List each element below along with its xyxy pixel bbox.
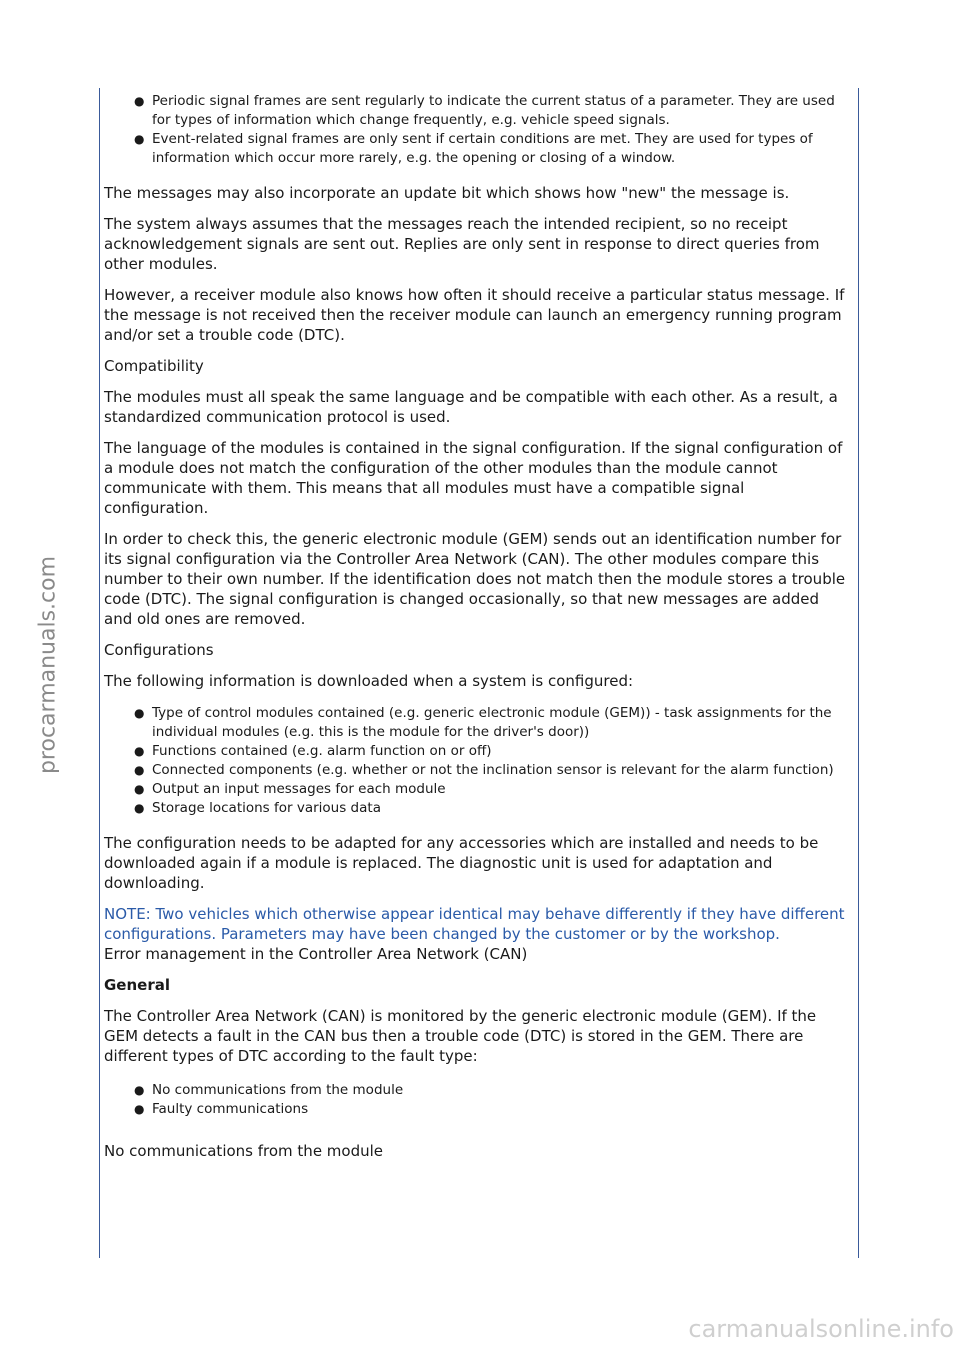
paragraph-download-info: The following information is downloaded when a system is configured: xyxy=(104,672,634,690)
paragraph-update-bit: The messages may also incorporate an update bit which shows how "new" the message is. xyxy=(104,184,790,202)
list-item: ● Type of control modules contained (e.g. generic electronic module (GEM)) - task assignments for the individual modules (e.g. this is the module for the driver's door)) xyxy=(134,705,832,740)
paragraph-receiver: However, a receiver module also knows how often it should receive a particular status message. If the message is not received then the receiver module can launch an emergency running program and/or set a trouble code (DTC). xyxy=(104,286,845,344)
signal-frames-list xyxy=(104,92,852,168)
configuration-list xyxy=(104,704,852,818)
list-item: ● Storage locations for various data xyxy=(134,800,381,816)
document-body xyxy=(104,92,852,1172)
list-item: ● Functions contained (e.g. alarm function on or off) xyxy=(134,743,492,759)
bullet-icon: ● xyxy=(134,132,145,146)
bullet-icon: ● xyxy=(134,706,145,720)
bullet-icon: ● xyxy=(134,1083,145,1097)
heading-error-management: Error management in the Controller Area Network (CAN) xyxy=(104,945,528,963)
list-item: ● Faulty communications xyxy=(134,1101,309,1117)
list-item: ● Connected components (e.g. whether or not the inclination sensor is relevant for the alarm function) xyxy=(134,762,834,778)
bullet-icon: ● xyxy=(134,763,145,777)
heading-configurations: Configurations xyxy=(104,641,214,659)
note-paragraph: NOTE: Two vehicles which otherwise appear identical may behave differently if they have different configurations. Parameters may have been changed by the customer or by the workshop. xyxy=(104,905,845,943)
paragraph-adaptation: The configuration needs to be adapted for any accessories which are installed and needs to be downloaded again if a module is replaced. The diagnostic unit is used for adaptation and downloading. xyxy=(104,834,819,892)
paragraph-language: The modules must all speak the same language and be compatible with each other. As a result, a standardized communication protocol is used. xyxy=(104,388,838,426)
list-item: ● Output an input messages for each module xyxy=(134,781,446,797)
bullet-icon: ● xyxy=(134,94,145,108)
paragraph-signal-config: The language of the modules is contained in the signal configuration. If the signal configuration of a module does not match the configuration of the other modules than the module cannot communicate with them. This means that all modules must have a compatible signal configuration. xyxy=(104,439,843,517)
bullet-icon: ● xyxy=(134,782,145,796)
bullet-icon: ● xyxy=(134,744,145,758)
left-border-rule xyxy=(99,88,100,1258)
bullet-icon: ● xyxy=(134,801,145,815)
bullet-icon: ● xyxy=(134,1102,145,1116)
paragraph-can-monitoring: The Controller Area Network (CAN) is monitored by the generic electronic module (GEM). If the GEM detects a fault in the CAN bus then a trouble code (DTC) is stored in the GEM. There are different types of DTC according to the fault type: xyxy=(104,1007,817,1065)
paragraph-receipt: The system always assumes that the messages reach the intended recipient, so no receipt acknowledgement signals are sent out. Replies are only sent in response to direct queries from other modules. xyxy=(104,215,820,273)
heading-general: General xyxy=(104,976,170,994)
list-item: ● Periodic signal frames are sent regularly to indicate the current status of a parameter. They are used for types of information which change frequently, e.g. vehicle speed signals. xyxy=(134,93,835,128)
side-watermark: procarmanuals.com xyxy=(35,555,61,775)
list-item: ● Event-related signal frames are only sent if certain conditions are met. They are used for types of information which occur more rarely, e.g. the opening or closing of a window. xyxy=(134,131,813,166)
paragraph-gem-check: In order to check this, the generic electronic module (GEM) sends out an identification number for its signal configuration via the Controller Area Network (CAN). The other modules compare this number to their own number. If the identification does not match then the module stores a trouble code (DTC). The signal configuration is changed occasionally, so that new messages are added and old ones are removed. xyxy=(104,530,846,628)
bottom-watermark: carmanualsonline.info xyxy=(688,1315,954,1343)
right-border-rule xyxy=(858,88,859,1258)
fault-type-list xyxy=(104,1081,852,1119)
list-item: ● No communications from the module xyxy=(134,1082,404,1098)
heading-no-communications: No communications from the module xyxy=(104,1142,384,1160)
heading-compatibility: Compatibility xyxy=(104,357,204,375)
